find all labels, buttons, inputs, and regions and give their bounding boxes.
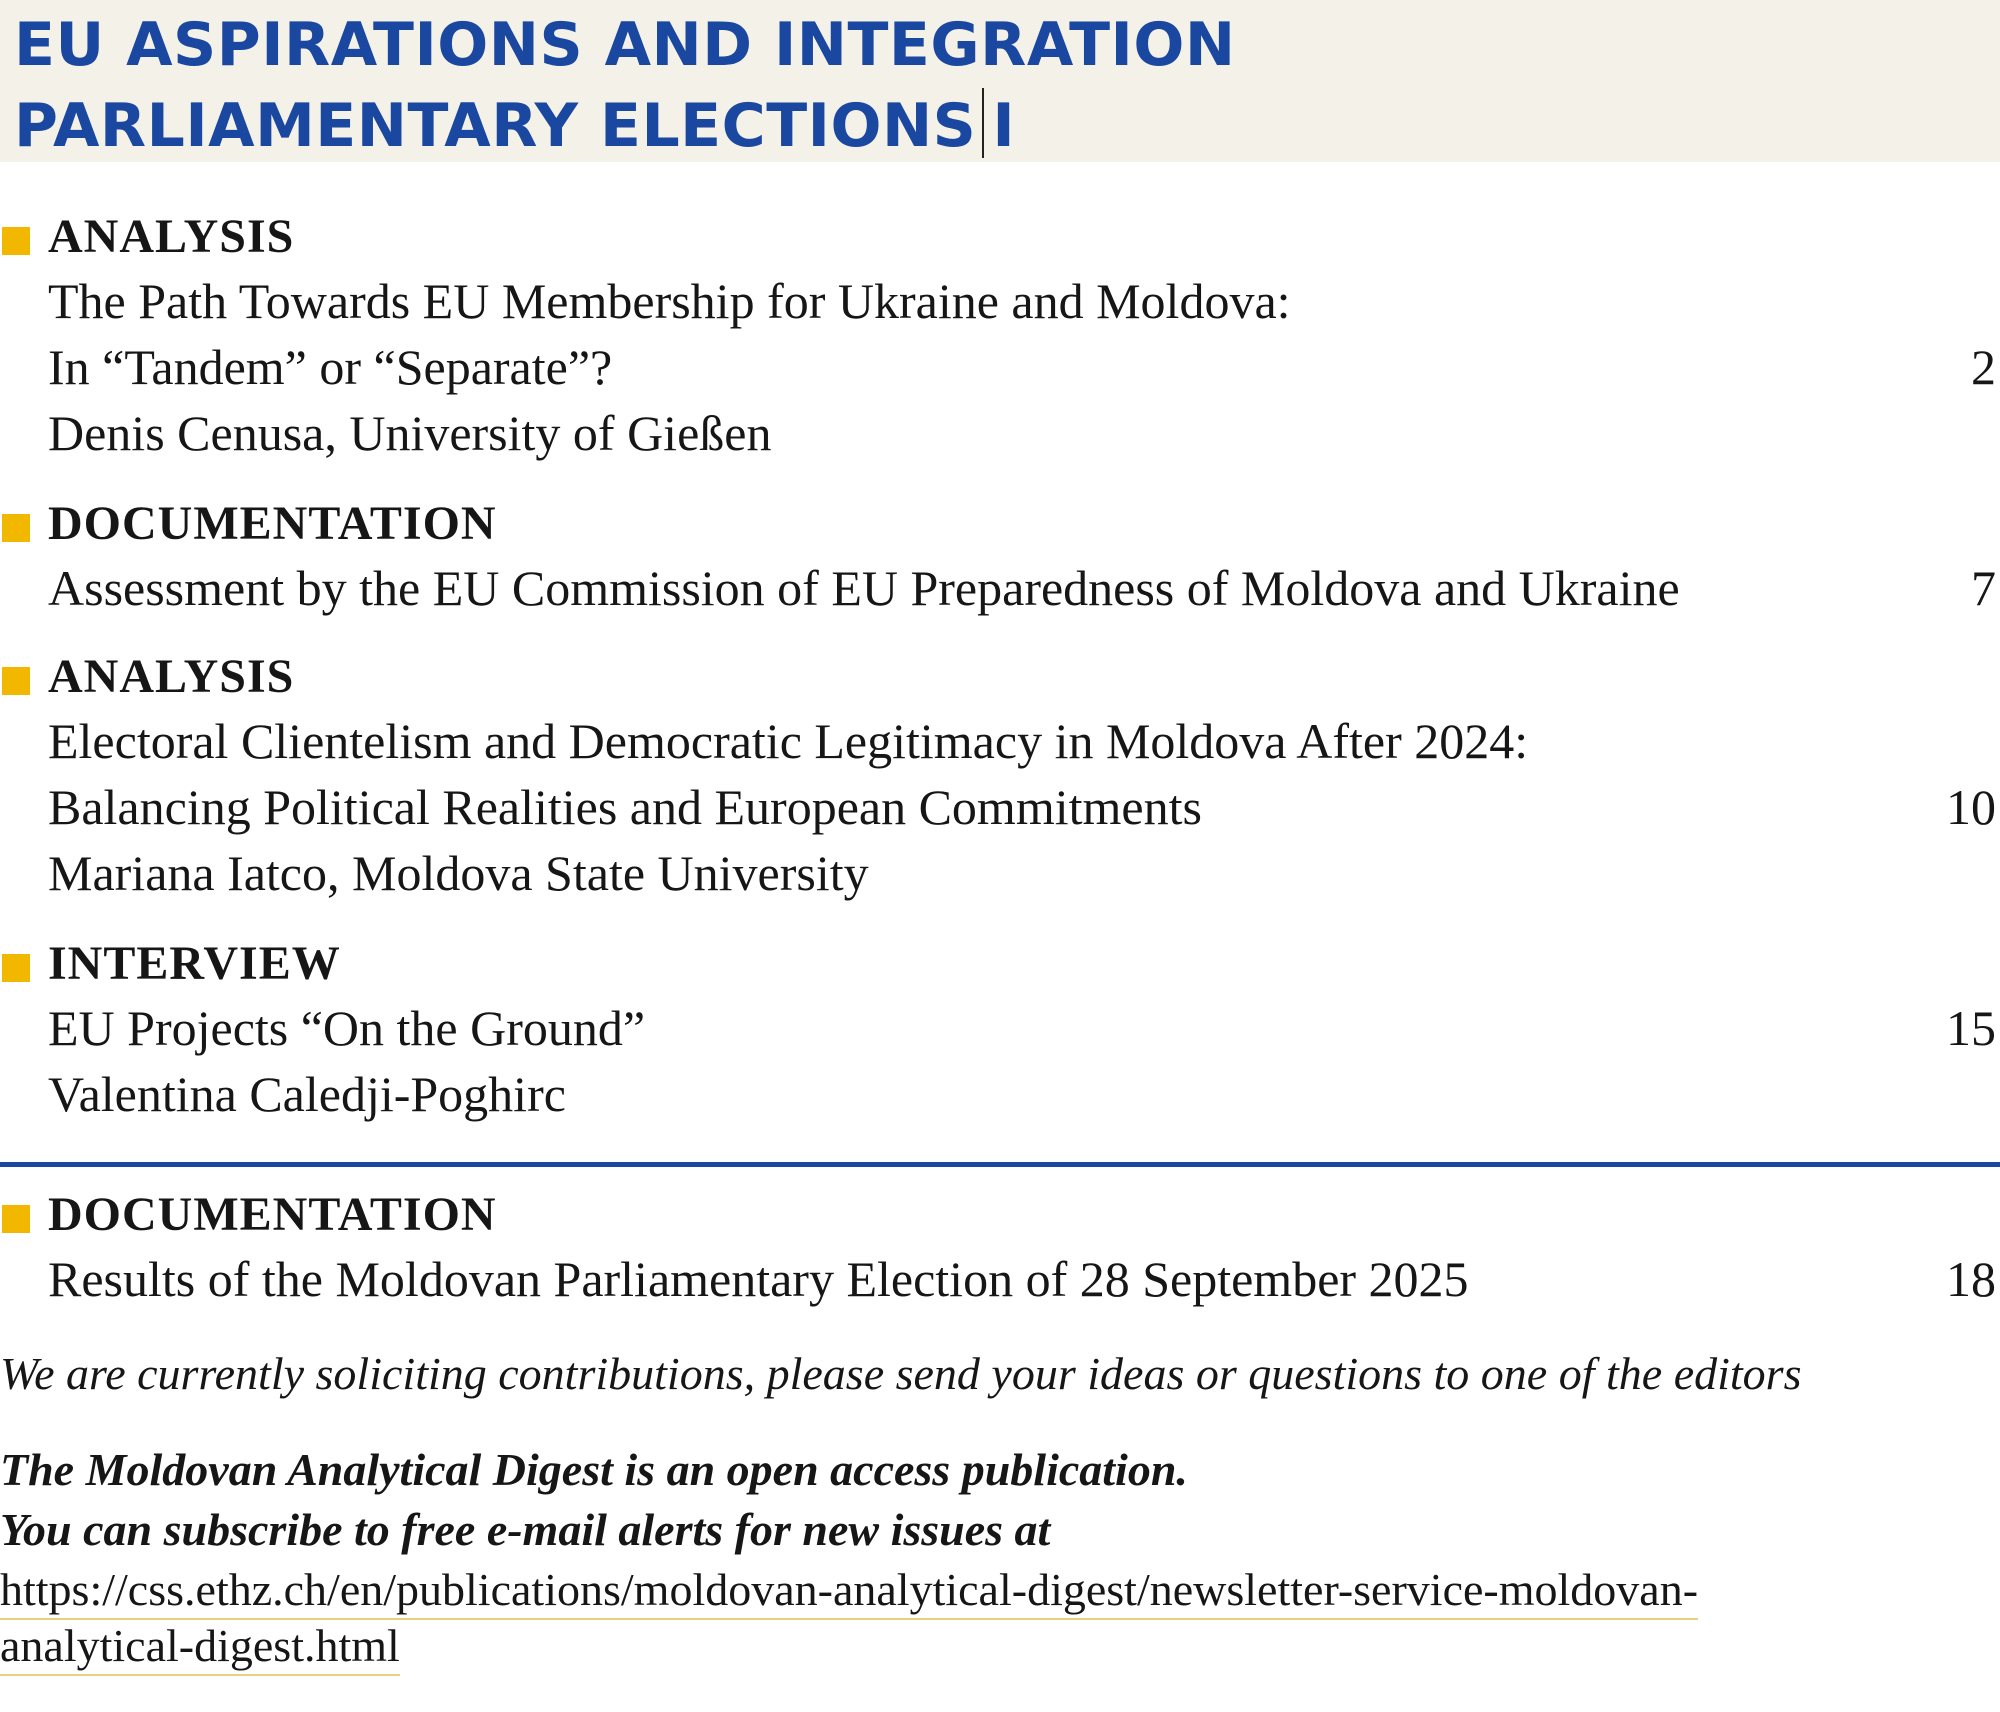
yellow-square-bullet-icon [2,514,30,542]
toc-page-number: 15 [1946,1000,1996,1056]
toc-category: ANALYSIS [48,650,295,703]
text-cursor [982,88,984,158]
toc-author: Mariana Iatco, Moldova State University [48,845,869,901]
toc-category-row [0,206,2000,268]
toc-category: INTERVIEW [48,937,341,990]
newsletter-link-line-2[interactable]: analytical-digest.html [0,1618,400,1676]
yellow-square-bullet-icon [2,667,30,695]
toc-author: Valentina Caledji-Poghirc [48,1066,566,1122]
open-access-line-2: You can subscribe to free e-mail alerts for new issues at [0,1504,1051,1555]
toc-entry[interactable] [0,995,2000,1127]
toc-section-documentation-1 [0,493,2000,621]
header-title-line-2-text: PARLIAMENTARY ELECTIONS [14,91,977,161]
toc-category-row [0,933,2000,995]
toc-category: DOCUMENTATION [48,497,497,550]
digest-header [0,0,2000,162]
toc-section-analysis-2 [0,646,2000,906]
toc-title-line[interactable]: EU Projects “On the Ground” [48,1000,646,1056]
toc-title-line[interactable]: Balancing Political Realities and European Commitments [48,779,1202,835]
toc-category: DOCUMENTATION [48,1188,497,1241]
header-title-line-1: EU ASPIRATIONS AND INTEGRATION [14,10,1236,80]
yellow-square-bullet-icon [2,227,30,255]
toc-title-line[interactable]: Results of the Moldovan Parliamentary Election of 28 September 2025 [48,1251,1469,1307]
toc-section-interview [0,933,2000,1127]
yellow-square-bullet-icon [2,1205,30,1233]
toc-category-row [0,1184,2000,1246]
toc-title-line[interactable]: The Path Towards EU Membership for Ukraine and Moldova: [48,273,1291,329]
header-title-line-2 [14,88,1015,161]
toc-title-line[interactable]: Electoral Clientelism and Democratic Legitimacy in Moldova After 2024: [48,713,1529,769]
toc-section-analysis-1 [0,206,2000,466]
contribution-notice: We are currently soliciting contributions, please send your ideas or questions to one of the editors [0,1348,1802,1399]
open-access-notice [0,1440,1188,1560]
newsletter-link-line-1[interactable]: https://css.ethz.ch/en/publications/moldovan-analytical-digest/newsletter-service-moldovan- [0,1562,1698,1620]
toc-author: Denis Cenusa, University of Gießen [48,405,772,461]
open-access-line-1: The Moldovan Analytical Digest is an open access publication. [0,1444,1188,1495]
toc-section-documentation-2 [0,1184,2000,1312]
toc-entry[interactable] [0,708,2000,906]
toc-page-number: 2 [1971,339,1996,395]
toc-category-row [0,493,2000,555]
toc-page-number: 18 [1946,1251,1996,1307]
toc-entry[interactable] [0,555,2000,621]
issue-marker: I [992,91,1016,161]
toc-page-number: 10 [1946,779,1996,835]
yellow-square-bullet-icon [2,954,30,982]
section-divider [0,1162,2000,1167]
toc-page-number: 7 [1971,560,1996,616]
toc-title-line[interactable]: In “Tandem” or “Separate”? [48,339,613,395]
toc-entry[interactable] [0,1246,2000,1312]
toc-title-line[interactable]: Assessment by the EU Commission of EU Preparedness of Moldova and Ukraine [48,560,1680,616]
toc-category: ANALYSIS [48,210,295,263]
toc-entry[interactable] [0,268,2000,466]
toc-category-row [0,646,2000,708]
